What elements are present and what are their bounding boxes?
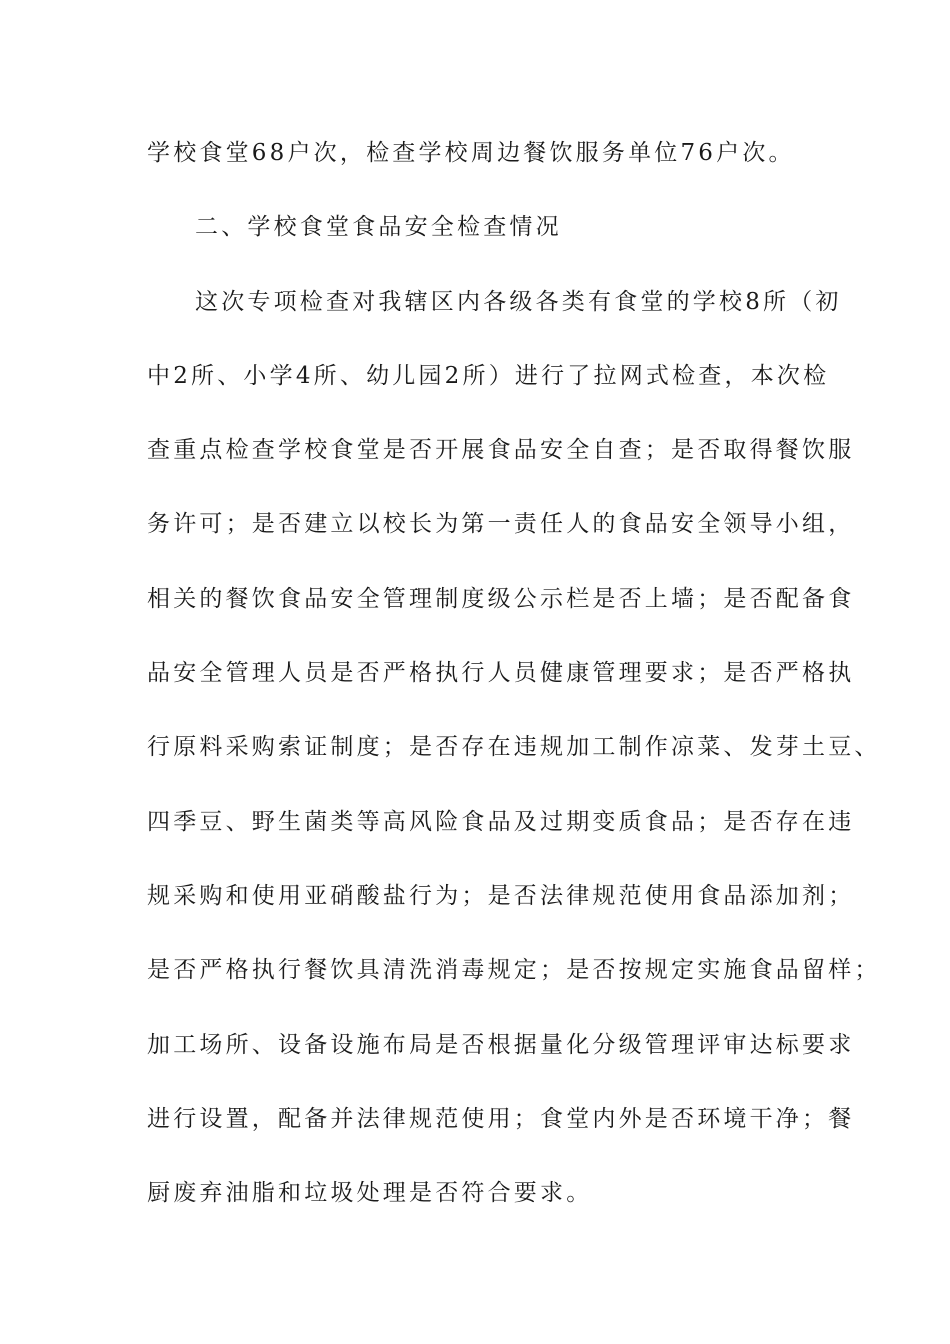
paragraph-line: 加工场所、设备设施布局是否根据量化分级管理评审达标要求 [147,1032,855,1058]
paragraph-line: 四季豆、野生菌类等高风险食品及过期变质食品；是否存在违 [147,809,855,835]
paragraph-line: 学校食堂68户次，检查学校周边餐饮服务单位76户次。 [147,140,795,166]
paragraph-line: 务许可；是否建立以校长为第一责任人的食品安全领导小组， [147,511,855,537]
paragraph-line: 这次专项检查对我辖区内各级各类有食堂的学校8所（初 [195,289,842,315]
section-heading: 二、学校食堂食品安全检查情况 [195,214,562,240]
paragraph-line: 相关的餐饮食品安全管理制度级公示栏是否上墙；是否配备食 [147,586,855,612]
paragraph-line: 品安全管理人员是否严格执行人员健康管理要求；是否严格执 [147,660,855,686]
paragraph-line: 行原料采购索证制度；是否存在违规加工制作凉菜、发芽土豆、 [147,734,881,760]
paragraph-line: 厨废弃油脂和垃圾处理是否符合要求。 [147,1180,593,1206]
paragraph-line: 中2所、小学4所、幼儿园2所）进行了拉网式检查，本次检 [147,363,830,389]
paragraph-line: 查重点检查学校食堂是否开展食品安全自查；是否取得餐饮服 [147,437,855,463]
paragraph-line: 是否严格执行餐饮具清洗消毒规定；是否按规定实施食品留样； [147,957,881,983]
paragraph-line: 进行设置，配备并法律规范使用；食堂内外是否环境干净；餐 [147,1106,855,1132]
paragraph-line: 规采购和使用亚硝酸盐行为；是否法律规范使用食品添加剂； [147,883,855,909]
